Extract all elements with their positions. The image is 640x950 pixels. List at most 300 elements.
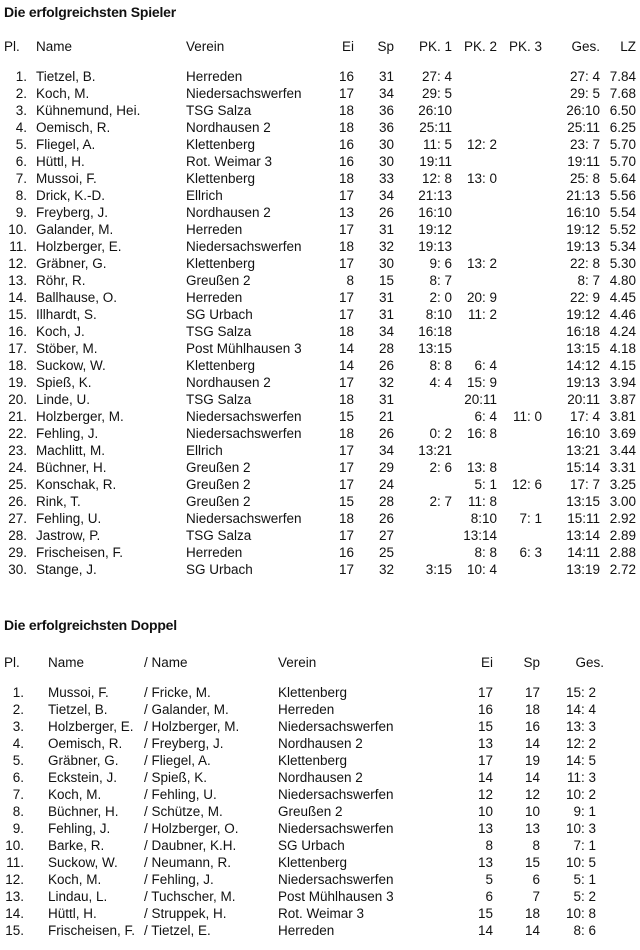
cell-pk1: 8:10: [425, 307, 452, 322]
table-row: [0, 854, 604, 871]
cell-name: Fehling, J.: [36, 426, 99, 441]
col-ei: Ei: [480, 655, 493, 670]
cell-ges: 10: 8: [565, 906, 596, 921]
cell-sp: 26: [378, 358, 394, 373]
cell-lz: 7.68: [609, 86, 636, 101]
cell-pk3: [497, 68, 542, 85]
cell-pl: 10.: [5, 838, 24, 853]
table-row: [0, 272, 636, 289]
cell-pk3: [497, 323, 542, 340]
cell-lz: 7.84: [609, 69, 636, 84]
cell-pk1: 26:10: [418, 103, 452, 118]
cell-lz: 3.94: [609, 375, 636, 390]
cell-pk2: [452, 153, 497, 170]
cell-name2: / Fricke, M.: [144, 685, 211, 700]
cell-verein: TSG Salza: [186, 103, 252, 118]
cell-ges: 21:13: [566, 188, 600, 203]
cell-ges: 19:13: [566, 375, 600, 390]
cell-lz: 5.30: [609, 256, 636, 271]
cell-pk1: 2: 7: [429, 494, 452, 509]
cell-verein: Herreden: [186, 69, 243, 84]
cell-pl: 14.: [5, 906, 24, 921]
cell-lz: 2.89: [609, 528, 636, 543]
cell-pk2: 12: 2: [466, 137, 497, 152]
cell-ges: 19:11: [567, 154, 600, 169]
cell-sp: 24: [378, 477, 394, 492]
cell-ges: 7: 1: [573, 838, 596, 853]
table-row: [0, 803, 604, 820]
cell-ges: 16:10: [566, 205, 600, 220]
cell-pk1: 3:15: [425, 562, 452, 577]
cell-pl: 11.: [6, 855, 24, 870]
cell-pk2: 20: 9: [466, 290, 497, 305]
cell-ei: 14: [477, 770, 493, 785]
cell-pk1: 8: 7: [429, 273, 452, 288]
col-pk3: PK. 3: [508, 39, 542, 54]
cell-ges: 19:12: [566, 222, 600, 237]
cell-lz: 3.69: [609, 426, 636, 441]
table-row: [0, 837, 604, 854]
cell-verein: Herreden: [278, 923, 335, 938]
cell-name: Spieß, K.: [36, 375, 92, 390]
table-row: [0, 68, 636, 85]
cell-pl: 14.: [8, 290, 27, 305]
cell-pk1: 4: 4: [429, 375, 452, 390]
cell-pk1: 11: 5: [422, 137, 452, 152]
cell-name2: / Fliegel, A.: [144, 753, 211, 768]
cell-name: Tietzel, B.: [36, 69, 96, 84]
col-verein: Verein: [278, 655, 317, 670]
cell-lz: 3.81: [609, 409, 636, 424]
table-row: [0, 153, 636, 170]
cell-sp: 32: [378, 239, 394, 254]
cell-pl: 26.: [8, 494, 27, 509]
cell-pl: 10.: [8, 222, 27, 237]
table-row: [0, 442, 636, 459]
cell-pl: 4.: [15, 120, 27, 135]
cell-lz: 6.50: [609, 103, 636, 118]
cell-ei: 17: [338, 443, 354, 458]
cell-verein: Greußen 2: [278, 804, 343, 819]
cell-lz: 2.92: [609, 511, 636, 526]
cell-name: Oemisch, R.: [36, 120, 111, 135]
cell-ges: 14:11: [567, 545, 600, 560]
cell-sp: 34: [378, 188, 394, 203]
cell-sp: 6: [532, 872, 540, 887]
cell-name: Holzberger, E.: [36, 239, 122, 254]
cell-pl: 23.: [8, 443, 27, 458]
cell-ei: 17: [338, 528, 354, 543]
cell-name: Jastrow, P.: [36, 528, 101, 543]
cell-sp: 34: [378, 86, 394, 101]
cell-name1: Holzberger, E.: [48, 719, 134, 734]
cell-ges: 5: 1: [573, 872, 596, 887]
cell-sp: 30: [378, 256, 394, 271]
cell-ges: 19:13: [566, 239, 600, 254]
cell-verein: Post Mühlhausen 3: [186, 341, 302, 356]
col-sp: Sp: [523, 655, 540, 670]
cell-ges: 14: 4: [565, 702, 596, 717]
cell-name1: Mussoi, F.: [48, 685, 109, 700]
cell-name2: / Fehling, U.: [144, 787, 217, 802]
cell-name2: / Tuchscher, M.: [144, 889, 236, 904]
cell-name1: Barke, R.: [48, 838, 105, 853]
cell-verein: Niedersachswerfen: [186, 409, 302, 424]
cell-pk1: 19:12: [418, 222, 452, 237]
cell-lz: 3.44: [609, 443, 636, 458]
cell-pk3: [497, 374, 542, 391]
table-row: [0, 544, 636, 561]
cell-ges: 22: 8: [569, 256, 600, 271]
players-title: Die erfolgreichsten Spieler: [4, 4, 176, 20]
cell-ei: 6: [485, 889, 493, 904]
cell-sp: 14: [524, 770, 540, 785]
cell-sp: 26: [378, 426, 394, 441]
cell-name: Drick, K.-D.: [36, 188, 105, 203]
cell-pl: 9.: [15, 205, 27, 220]
cell-name: Stange, J.: [36, 562, 97, 577]
cell-ei: 18: [338, 392, 354, 407]
cell-ei: 17: [338, 188, 354, 203]
cell-sp: 18: [524, 906, 540, 921]
cell-pk2: [452, 221, 497, 238]
table-row: [0, 391, 636, 408]
cell-sp: 36: [378, 120, 394, 135]
cell-name1: Büchner, H.: [48, 804, 119, 819]
cell-pk1: 12: 8: [421, 171, 452, 186]
cell-pk3: [497, 255, 542, 272]
cell-name: Fehling, U.: [36, 511, 102, 526]
cell-ges: 13:15: [566, 341, 600, 356]
cell-ges: 16:18: [566, 324, 600, 339]
cell-pl: 8.: [12, 804, 24, 819]
cell-pk1: 2: 6: [429, 460, 452, 475]
cell-pk3: 6: 3: [519, 545, 542, 560]
col-name2: / Name: [144, 655, 188, 670]
cell-pk1: 19:13: [418, 239, 452, 254]
cell-name1: Suckow, W.: [48, 855, 118, 870]
cell-sp: 31: [378, 307, 394, 322]
cell-lz: 5.70: [609, 154, 636, 169]
cell-verein: Niedersachswerfen: [278, 821, 394, 836]
cell-ei: 13: [477, 855, 493, 870]
cell-lz: 3.25: [609, 477, 636, 492]
cell-pk3: [497, 306, 542, 323]
cell-pl: 19.: [8, 375, 27, 390]
cell-pk3: [497, 119, 542, 136]
cell-sp: 18: [524, 702, 540, 717]
table-row: [0, 119, 636, 136]
cell-pl: 24.: [8, 460, 27, 475]
cell-sp: 15: [378, 273, 394, 288]
cell-pk2: 8: 8: [474, 545, 497, 560]
table-row: [0, 85, 636, 102]
cell-pl: 1.: [15, 69, 27, 84]
cell-sp: 31: [378, 222, 394, 237]
cell-ei: 15: [477, 719, 493, 734]
cell-ges: 15: 2: [565, 685, 596, 700]
cell-sp: 14: [524, 923, 540, 938]
cell-sp: 16: [524, 719, 540, 734]
cell-pk3: [497, 221, 542, 238]
cell-verein: Niedersachswerfen: [186, 86, 302, 101]
cell-pk2: [452, 442, 497, 459]
table-row: [0, 221, 636, 238]
cell-lz: 5.34: [609, 239, 636, 254]
cell-ges: 15:11: [567, 511, 600, 526]
cell-verein: Ellrich: [186, 188, 223, 203]
cell-verein: Niedersachswerfen: [186, 426, 302, 441]
cell-ei: 17: [338, 307, 354, 322]
cell-name2: / Struppek, H.: [144, 906, 227, 921]
cell-pk1: 21:13: [418, 188, 452, 203]
cell-pk3: [497, 170, 542, 187]
cell-pk3: [497, 527, 542, 544]
cell-verein: Niedersachswerfen: [186, 239, 302, 254]
cell-lz: 5.56: [609, 188, 636, 203]
cell-lz: 4.80: [609, 273, 636, 288]
cell-lz: 3.31: [609, 460, 636, 475]
cell-sp: 34: [378, 324, 394, 339]
cell-ges: 13:14: [566, 528, 600, 543]
cell-ei: 16: [338, 69, 354, 84]
cell-pl: 17.: [8, 341, 27, 356]
cell-pk2: [452, 102, 497, 119]
cell-name: Fliegel, A.: [36, 137, 96, 152]
cell-name: Koch, J.: [36, 324, 85, 339]
cell-pk2: 11: 8: [467, 494, 497, 509]
col-ges: Ges.: [575, 655, 604, 670]
cell-pl: 30.: [8, 562, 27, 577]
doubles-table: [0, 654, 604, 939]
cell-name: Kühnemund, Hei.: [36, 103, 141, 118]
cell-lz: 4.46: [609, 307, 636, 322]
cell-sp: 26: [378, 511, 394, 526]
cell-pk2: 5: 1: [474, 477, 497, 492]
cell-pk3: [497, 272, 542, 289]
cell-ei: 18: [338, 103, 354, 118]
cell-pl: 27.: [8, 511, 27, 526]
cell-name1: Koch, M.: [48, 872, 102, 887]
cell-pl: 2.: [12, 702, 24, 717]
cell-pk2: [452, 85, 497, 102]
cell-name: Machlitt, M.: [36, 443, 106, 458]
cell-verein: Herreden: [278, 702, 335, 717]
cell-ei: 17: [477, 685, 493, 700]
table-row: [0, 102, 636, 119]
cell-pl: 12.: [5, 872, 24, 887]
cell-ei: 18: [338, 426, 354, 441]
cell-pk1: 16:10: [418, 205, 452, 220]
cell-verein: Klettenberg: [278, 753, 348, 768]
cell-pk1: [394, 510, 452, 527]
cell-sp: 19: [524, 753, 540, 768]
cell-sp: 10: [524, 804, 540, 819]
cell-name: Mussoi, F.: [36, 171, 97, 186]
cell-pk3: 12: 6: [511, 477, 542, 492]
cell-name: Holzberger, M.: [36, 409, 124, 424]
cell-ei: 10: [477, 804, 493, 819]
cell-lz: 6.25: [609, 120, 636, 135]
cell-pk3: [497, 85, 542, 102]
doubles-title: Die erfolgreichsten Doppel: [4, 617, 177, 633]
cell-pl: 13.: [8, 273, 27, 288]
cell-lz: 2.72: [609, 562, 636, 577]
cell-pk3: [497, 561, 542, 578]
cell-pk2: 16: 8: [466, 426, 497, 441]
cell-verein: Niedersachswerfen: [278, 872, 394, 887]
cell-verein: Nordhausen 2: [278, 736, 363, 751]
cell-verein: Klettenberg: [278, 855, 348, 870]
cell-pk3: [497, 442, 542, 459]
cell-verein: Nordhausen 2: [186, 205, 271, 220]
cell-verein: SG Urbach: [278, 838, 345, 853]
cell-verein: SG Urbach: [186, 562, 253, 577]
cell-pk2: 6: 4: [474, 409, 497, 424]
cell-ges: 27: 4: [569, 69, 600, 84]
cell-ges: 10: 3: [565, 821, 596, 836]
cell-verein: Rot. Weimar 3: [186, 154, 273, 169]
cell-verein: Greußen 2: [186, 273, 251, 288]
cell-verein: Niedersachswerfen: [278, 719, 394, 734]
cell-verein: SG Urbach: [186, 307, 253, 322]
cell-sp: 21: [378, 409, 394, 424]
cell-ges: 8: 6: [573, 923, 596, 938]
cell-sp: 30: [378, 154, 394, 169]
cell-name1: Hüttl, H.: [48, 906, 97, 921]
cell-pl: 7.: [12, 787, 24, 802]
cell-pl: 29.: [8, 545, 27, 560]
cell-ges: 13: 3: [565, 719, 596, 734]
players-table: [0, 38, 636, 578]
col-name: Name: [36, 39, 73, 54]
table-row: [0, 408, 636, 425]
cell-name: Illhardt, S.: [36, 307, 97, 322]
cell-pk2: 6: 4: [474, 358, 497, 373]
cell-name2: / Holzberger, M.: [144, 719, 240, 734]
cell-sp: 36: [378, 103, 394, 118]
cell-ei: 15: [338, 494, 354, 509]
cell-name: Rink, T.: [36, 494, 81, 509]
table-row: [0, 306, 636, 323]
cell-ges: 9: 1: [573, 804, 596, 819]
cell-verein: Klettenberg: [278, 685, 348, 700]
cell-name: Büchner, H.: [36, 460, 107, 475]
cell-pk3: [497, 136, 542, 153]
cell-ges: 10: 5: [565, 855, 596, 870]
cell-ei: 13: [477, 821, 493, 836]
cell-name: Frischeisen, F.: [36, 545, 124, 560]
col-name1: Name: [48, 655, 85, 670]
col-sp: Sp: [377, 39, 394, 54]
cell-sp: 13: [524, 821, 540, 836]
cell-ei: 5: [485, 872, 493, 887]
cell-pk1: [394, 408, 452, 425]
cell-name: Ballhause, O.: [36, 290, 118, 305]
cell-pk2: 13: 8: [466, 460, 497, 475]
table-row: [0, 735, 604, 752]
cell-ges: 12: 2: [565, 736, 596, 751]
cell-sp: 28: [378, 341, 394, 356]
table-row: [0, 820, 604, 837]
cell-pk3: [497, 493, 542, 510]
cell-pl: 21.: [8, 409, 27, 424]
cell-ei: 17: [338, 375, 354, 390]
table-row: [0, 684, 604, 701]
cell-ei: 17: [338, 222, 354, 237]
cell-sp: 8: [532, 838, 540, 853]
col-verein: Verein: [186, 39, 225, 54]
cell-pk1: 25:11: [419, 120, 452, 135]
cell-pk3: [497, 153, 542, 170]
cell-sp: 25: [378, 545, 394, 560]
cell-sp: 14: [524, 736, 540, 751]
table-row: [0, 374, 636, 391]
cell-pl: 15.: [5, 923, 24, 938]
cell-pk1: [394, 544, 452, 561]
cell-name2: / Tietzel, E.: [144, 923, 211, 938]
cell-name2: / Daubner, K.H.: [144, 838, 237, 853]
cell-ei: 15: [477, 906, 493, 921]
cell-pl: 6.: [12, 770, 24, 785]
cell-name1: Eckstein, J.: [48, 770, 118, 785]
cell-name2: / Schütze, M.: [144, 804, 223, 819]
cell-ei: 17: [338, 290, 354, 305]
cell-sp: 15: [524, 855, 540, 870]
table-row: [0, 718, 604, 735]
cell-sp: 30: [378, 137, 394, 152]
cell-sp: 26: [378, 205, 394, 220]
cell-ei: 14: [338, 341, 354, 356]
cell-pl: 3.: [12, 719, 24, 734]
cell-name: Linde, U.: [36, 392, 91, 407]
cell-name1: Tietzel, B.: [48, 702, 108, 717]
cell-pk3: [497, 187, 542, 204]
cell-pk2: [452, 119, 497, 136]
cell-ei: 16: [338, 137, 354, 152]
cell-verein: Herreden: [186, 222, 243, 237]
cell-verein: Nordhausen 2: [186, 120, 271, 135]
cell-ges: 19:12: [566, 307, 600, 322]
cell-name1: Oemisch, R.: [48, 736, 123, 751]
cell-ges: 14:12: [566, 358, 600, 373]
cell-pk1: 13:21: [418, 443, 452, 458]
cell-pl: 2.: [15, 86, 27, 101]
cell-name2: / Fehling, J.: [144, 872, 214, 887]
cell-name1: Gräbner, G.: [48, 753, 119, 768]
cell-name2: / Holzberger, O.: [144, 821, 239, 836]
table-row: [0, 510, 636, 527]
col-ges: Ges.: [571, 39, 600, 54]
cell-pk3: [497, 425, 542, 442]
cell-name: Hüttl, H.: [36, 154, 85, 169]
cell-verein: Klettenberg: [186, 137, 256, 152]
cell-ei: 16: [338, 154, 354, 169]
cell-pl: 7.: [15, 171, 27, 186]
cell-ges: 13:21: [566, 443, 600, 458]
cell-name: Röhr, R.: [36, 273, 86, 288]
cell-lz: 5.54: [609, 205, 636, 220]
cell-ges: 22: 9: [569, 290, 600, 305]
table-row: [0, 170, 636, 187]
cell-pk1: [394, 391, 452, 408]
cell-ges: 5: 2: [573, 889, 596, 904]
cell-sp: 7: [532, 889, 540, 904]
cell-ei: 12: [477, 787, 493, 802]
cell-lz: 5.70: [609, 137, 636, 152]
cell-ei: 17: [338, 460, 354, 475]
cell-pk1: 27: 4: [421, 69, 452, 84]
